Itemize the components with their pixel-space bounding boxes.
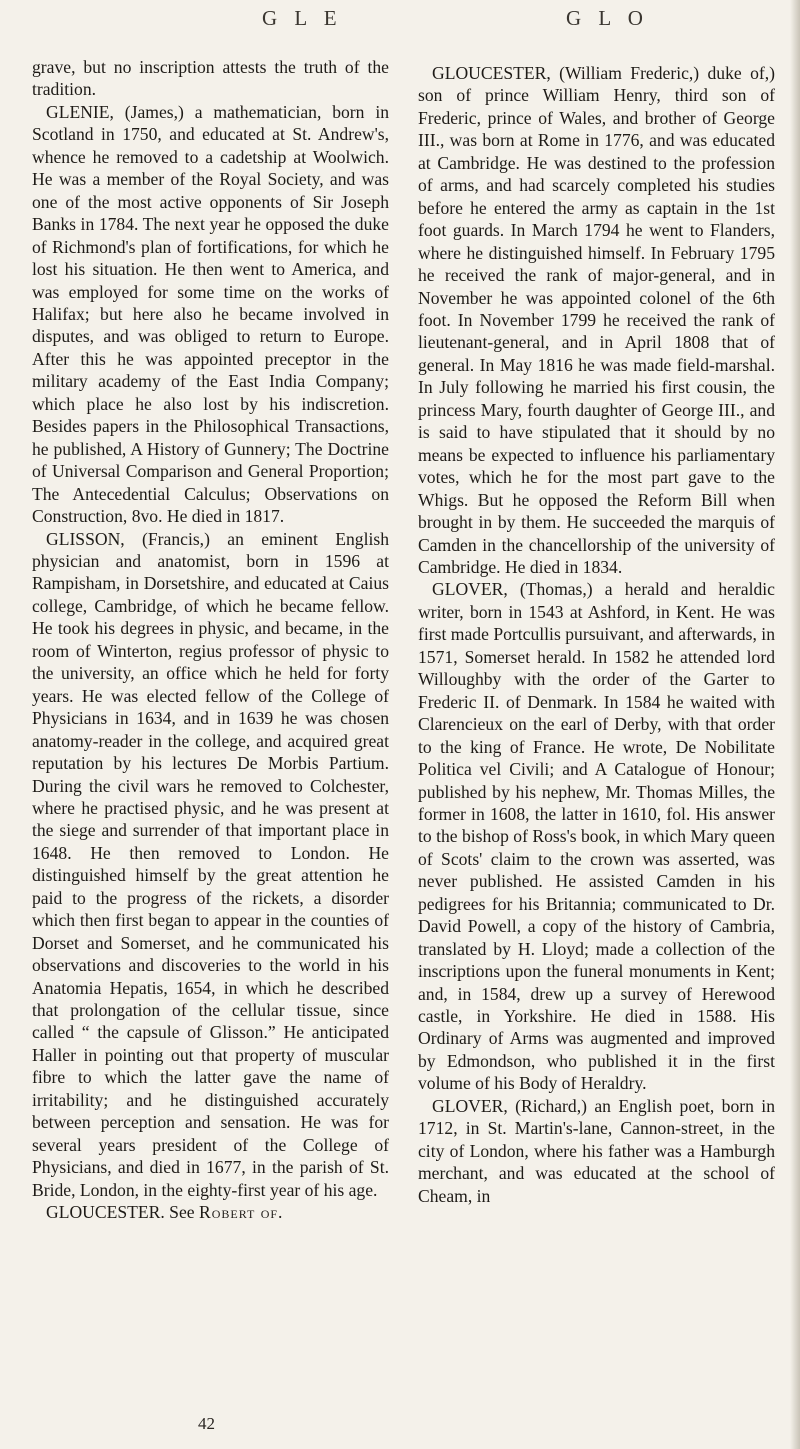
entry-glisson: GLISSON, (Francis,) an eminent English physician and anatomist, born in 1596 at Rampisham, in Dorsetshire, and educated at Caius college, Cambridge, of which he became fellow. He took his degrees in physic, and became, in the room of Winterton, regius professor of physic to the university, an office which he held for forty years. He was elected fellow of the College of Physicians in 1634, and in 1639 he was chosen anatomy-reader in the college, and acquired great reputation by his lectures De Morbis Partium. During the civil wars he removed to Colchester, where he practised physic, and he was present at the siege and surrender of that important place in 1648. He then removed to London. He distinguished himself by the great attention he paid to the progress of the rickets, a disorder which then first began to appear in the counties of Dorset and Somerset, and he communicated his observations and discoveries to the world in his Anatomia Hepatis, 1654, in which he described that prolongation of the cellular tissue, since called “ the capsule of Glisson.” He anticipated Haller in pointing out that property of muscular fibre to which the latter gave the name of irritability; and he distinguished accurately between perception and sensation. He was for several years president of the College of Physicians, and died in 1677, in the parish of St. Bride, London, in the eighty-first year of his age. — [32, 528, 389, 1200]
entry-continuation: grave, but no inscription attests the truth of the tradition. — [32, 57, 389, 100]
entry-glover-thomas: GLOVER, (Thomas,) a herald and heraldic writer, born in 1543 at Ashford, in Kent. He was first made Portcullis pursuivant, and afterwards, in 1571, Somerset herald. In 1582 he attended lord Willoughby with the order of the Garter to Frederic II. of Denmark. In 1584 he waited with Clarencieux on the earl of Derby, with that order to the king of France. He wrote, De Nobilitate Politica vel Civili; and A Catalogue of Honour; published by his nephew, Mr. Thomas Milles, the former in 1608, the latter in 1610, fol. His answer to the bishop of Ross's book, in which Mary queen of Scots' claim to the crown was asserted, was never published. He assisted Camden in his pedigrees for his Britannia; communicated to Dr. David Powell, a copy of the history of Cambria, translated by H. Lloyd; made a collection of the inscriptions upon the funeral monuments in Kent; and, in 1584, drew up a survey of Herewood castle, in Yorkshire. He died in 1588. His Ordinary of Arms was augmented and improved by Edmondson, who published it in the first volume of his Body of Heraldry. — [418, 579, 775, 1094]
entry-gloucester-cross-reference — [32, 1201, 389, 1223]
page-number: 42 — [198, 1414, 215, 1433]
cross-reference-heading: GLOUCESTER. See — [46, 1202, 195, 1223]
right-column — [418, 62, 775, 1207]
cross-reference-target: Robert of. — [198, 1202, 284, 1223]
page-edge-shadow — [790, 0, 800, 1449]
entry-glenie: GLENIE, (James,) a mathematician, born in Scotland in 1750, and educated at St. Andrew's, whence he removed to a cadetship at Woolwich. He was a member of the Royal Society, and was one of the most active opponents of Sir Joseph Banks in 1784. The next year he opposed the duke of Richmond's plan of fortifications, for which he lost his situation. He then went to America, and was employed for some time on the works of Halifax; but here also he became involved in disputes, and was obliged to return to Europe. After this he was appointed preceptor in the military academy of the East India Company; which place he also lost by his indiscretion. Besides papers in the Philosophical Transactions, he published, A History of Gunnery; The Doctrine of Universal Comparison and General Proportion; The Antecedential Calculus; Observations on Construction, 8vo. He died in 1817. — [32, 101, 389, 527]
entry-glover-richard: GLOVER, (Richard,) an English poet, born in 1712, in St. Martin's-lane, Cannon-street, in the city of London, where his father was a Hamburgh merchant, and was educated at the school of Cheam, in — [418, 1095, 775, 1206]
running-head-right: G L O — [566, 6, 649, 30]
left-column — [32, 56, 389, 1224]
entry-gloucester-william-frederic: GLOUCESTER, (William Frederic,) duke of,) son of prince William Henry, third son of Frederic, prince of Wales, and brother of George III., was born at Rome in 1776, and was educated at Cambridge. He was destined to the profession of arms, and had scarcely completed his studies before he entered the army as captain in the 1st foot guards. In March 1794 he went to Flanders, where he distinguished himself. In February 1795 he received the rank of major-general, and in November he was appointed colonel of the 6th foot. In November 1799 he received the rank of lieutenant-general, and in April 1808 that of general. In May 1816 he was made field-marshal. In July following he married his first cousin, the princess Mary, fourth daughter of George III., and is said to have stipulated that it should by no means be expected to influence his parliamentary votes, which he for the most part gave to the Whigs. But he opposed the Reform Bill when brought in by them. He succeeded the marquis of Camden in the chancellorship of the university of Cambridge. He died in 1834. — [418, 63, 775, 577]
running-head-left: G L E — [262, 6, 343, 30]
